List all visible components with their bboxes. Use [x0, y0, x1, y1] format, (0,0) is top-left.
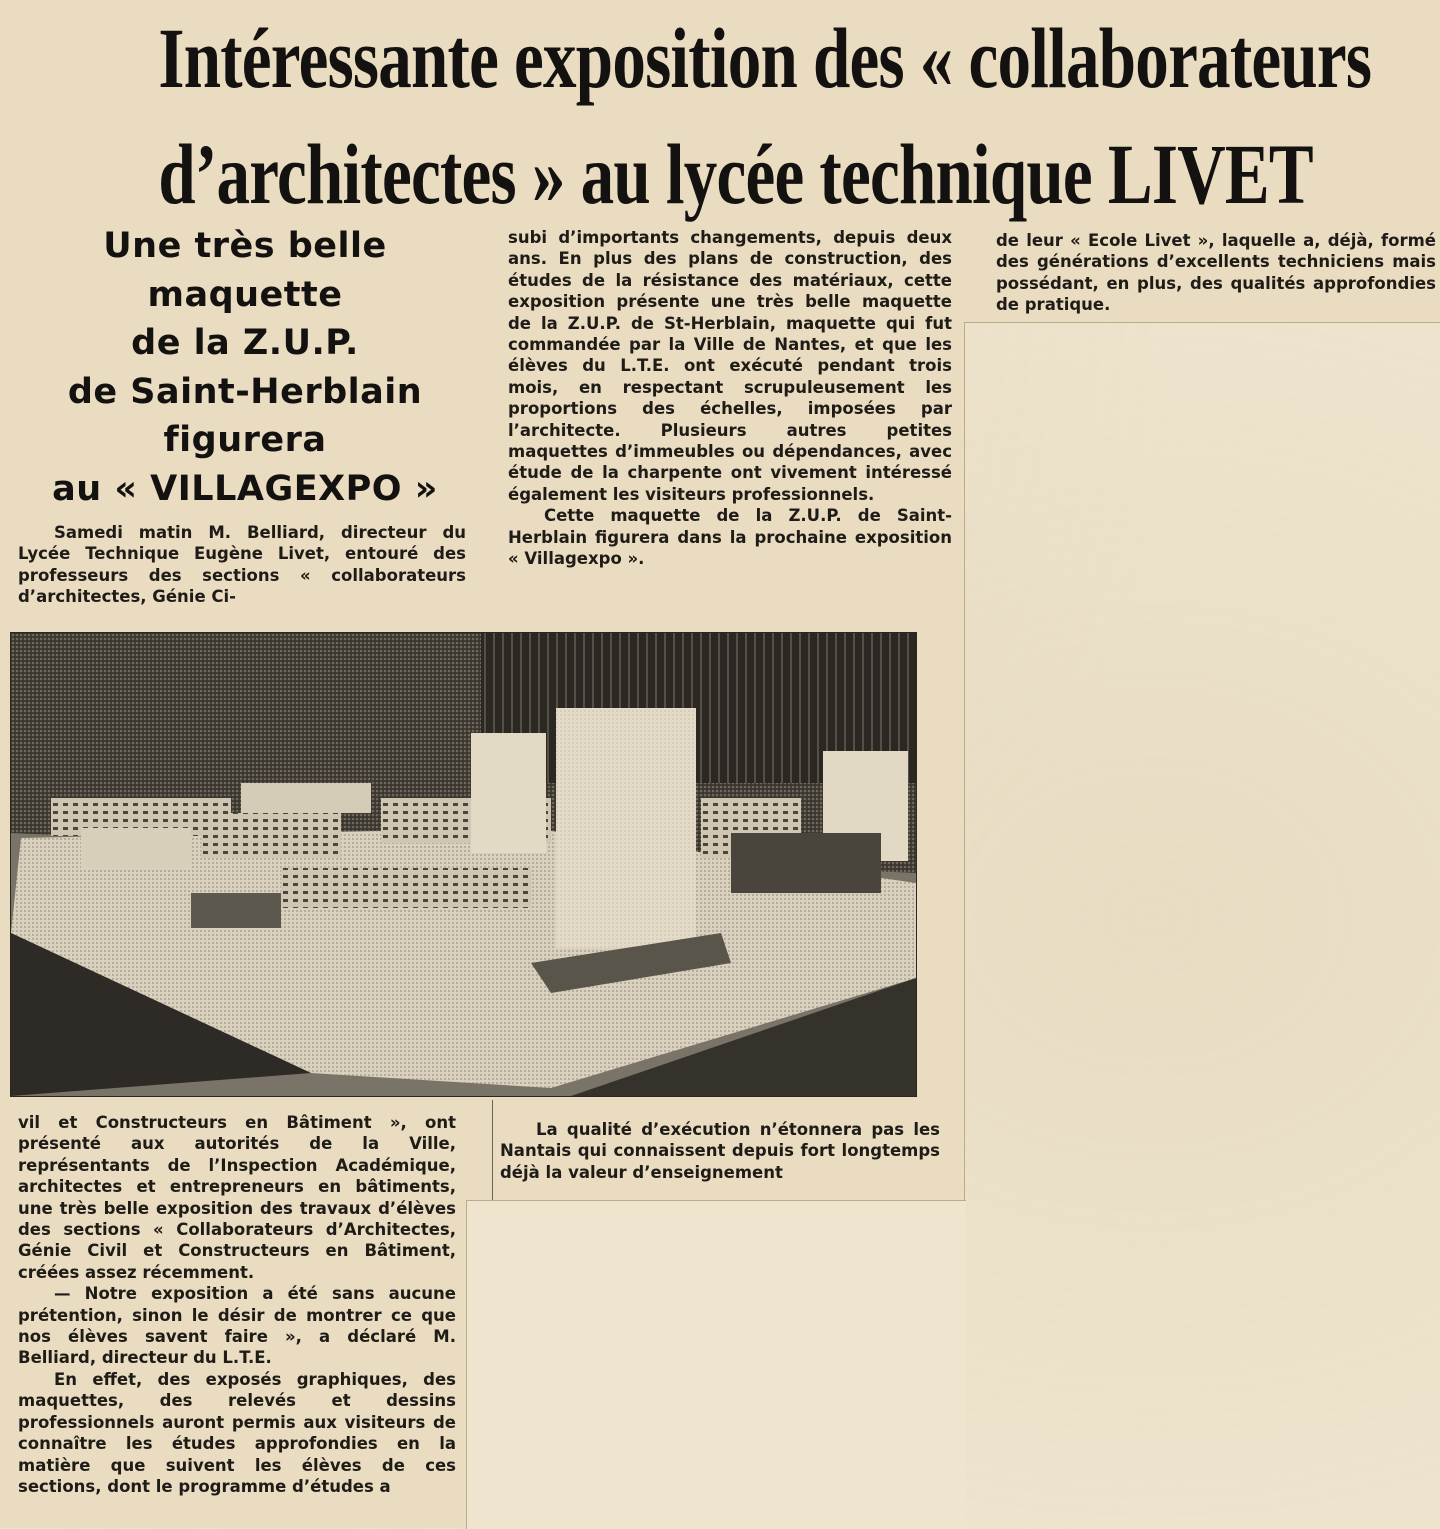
- paragraph: Samedi matin M. Belliard, directeur du Lycée Technique Eugène Livet, entouré des professeurs des sections « collaborateurs d’architectes, Génie Ci-: [18, 523, 466, 607]
- column-2-bottom: [500, 1119, 940, 1183]
- article-headline: [158, 8, 1372, 224]
- column-divider: [492, 1100, 493, 1200]
- subhead-line: au « VILLAGEXPO »: [52, 468, 438, 509]
- subhead-line: de la Z.U.P.: [131, 323, 359, 363]
- subhead-line: Une très belle: [103, 226, 387, 266]
- paragraph: — Notre exposition a été sans aucune prétention, sinon le désir de montrer ce que nos élèves savent faire », a déclaré M. Belliard, directeur du L.T.E.: [18, 1284, 456, 1368]
- column-3-top: [996, 230, 1436, 316]
- clipping-cut-notch: [466, 1200, 966, 1529]
- column-1-bottom: [18, 1112, 456, 1497]
- paragraph: La qualité d’exécution n’étonnera pas les Nantais qui connaissent depuis fort longtemps déjà la valeur d’enseignement: [500, 1120, 940, 1182]
- column-2-top: [508, 227, 952, 570]
- headline-line-1: Intéressante exposition des « collaborateurs: [158, 10, 1372, 106]
- paragraph: subi d’importants changements, depuis deux ans. En plus des plans de construction, des études de la résistance des matériaux, cette exposition présente une très belle maquette de la Z.U.P. de St-Herblain, maquette qui fut commandée par la Ville de Nantes, et que les élèves du L.T.E. ont exécuté pendant trois mois, en respectant scrupuleusement les proportions des échelles, imposées par l’architecte. Plusieurs autres petites maquettes d’immeubles ou dépendances, avec étude de la charpente ont vivement intéressé également les visiteurs professionnels.: [508, 228, 952, 504]
- paragraph: vil et Constructeurs en Bâtiment », ont présenté aux autorités de la Ville, représentants de l’Inspection Académique, architectes et entrepreneurs en bâtiments, une très belle exposition des travaux d’élèves des sections « Collaborateurs d’Architectes, Génie Civil et Constructeurs en Bâtiment, créées assez récemment.: [18, 1113, 456, 1282]
- paragraph: En effet, des exposés graphiques, des maquettes, des relevés et dessins professionnels auront permis aux visiteurs de connaître les études approfondies en la matière que suivent les élèves de ces sections, dont le programme d’études a: [18, 1369, 456, 1496]
- headline-line-2: d’architectes » au lycée technique LIVET: [158, 126, 1313, 222]
- paragraph: Cette maquette de la Z.U.P. de Saint-Herblain figurera dans la prochaine exposition « Villagexpo ».: [508, 506, 952, 569]
- paragraph: de leur « Ecole Livet », laquelle a, déjà, formé des générations d’excellents techniciens mais possédant, en plus, des qualités approfondies de pratique.: [996, 231, 1436, 315]
- subhead-line: figurera: [163, 420, 327, 460]
- article-subheadline: [20, 222, 470, 513]
- architectural-model-photo: [10, 632, 917, 1097]
- subhead-line: maquette: [147, 274, 343, 315]
- subhead-line: de Saint-Herblain: [67, 371, 423, 412]
- clipping-cut-edge: [964, 322, 965, 1200]
- column-1-top: [18, 522, 466, 608]
